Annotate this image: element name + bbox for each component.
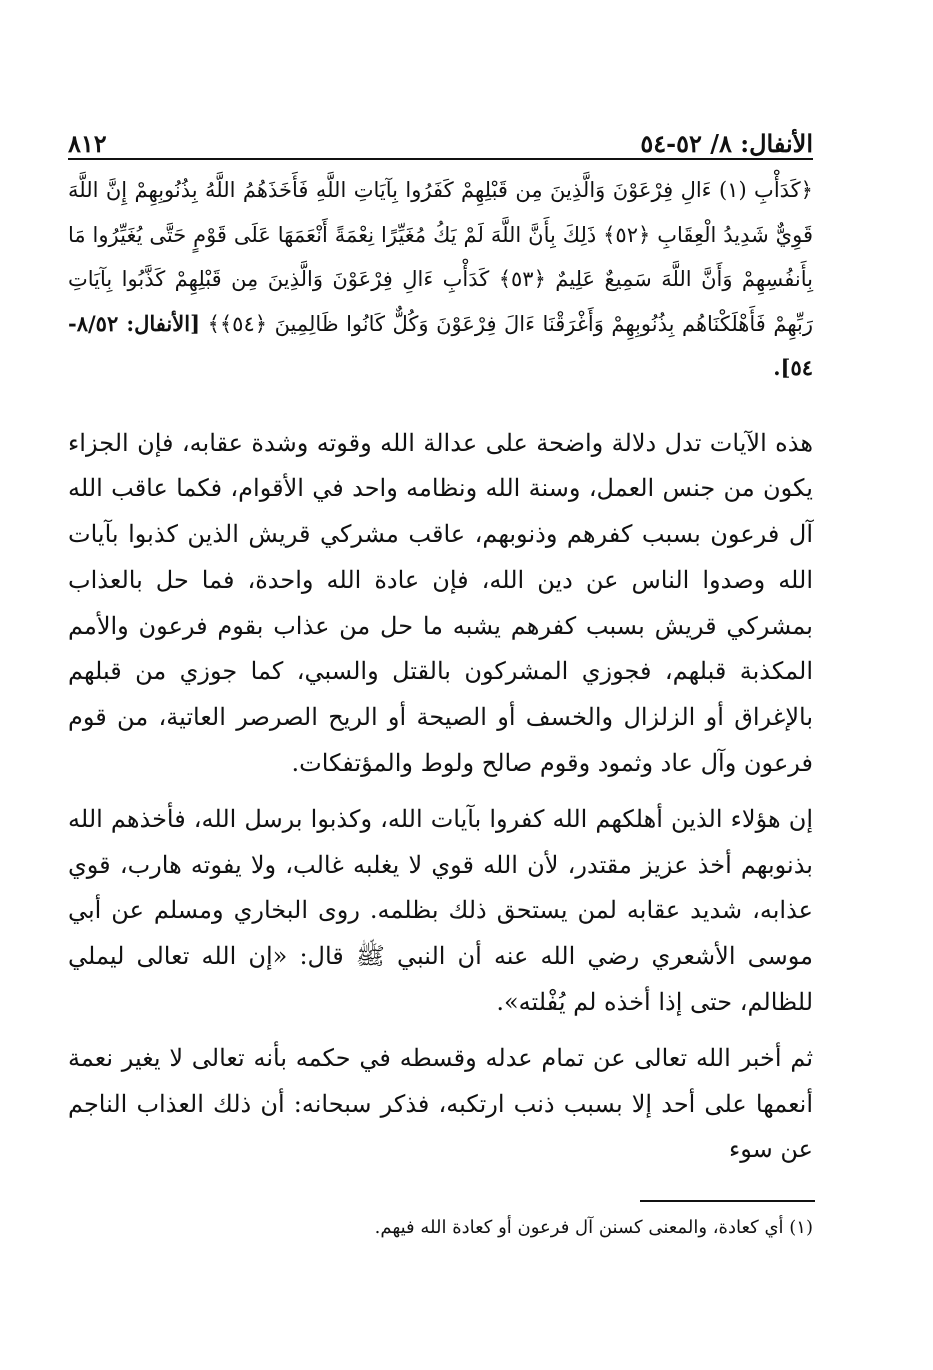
page-header xyxy=(68,118,813,158)
footnote-divider xyxy=(640,1200,815,1202)
surah-reference: الأنفال: ٨/ ٥٢-٥٤ xyxy=(640,129,813,158)
verse-citation: [الأنفال: ٨/٥٢- ٥٤]. xyxy=(68,310,813,380)
page-content xyxy=(68,168,813,1173)
page-number: ٨١٢ xyxy=(68,129,107,158)
quran-verse-text: ﴿كَدَأْبِ (١) ءَالِ فِرْعَوْنَ وَالَّذِينَ مِن قَبْلِهِمْ كَفَرُوا بِآيَاتِ اللَّهِ فَأَخَذَهُمُ اللَّهُ بِذُنُوبِهِمْ إِنَّ اللَّهَ قَوِيٌّ شَدِيدُ الْعِقَابِ ﴿٥٢﴾ ذَلِكَ بِأَنَّ اللَّهَ لَمْ يَكُ مُغَيِّرًا نِعْمَةً أَنْعَمَهَا عَلَى قَوْمٍ حَتَّى يُغَيِّرُوا مَا بِأَنفُسِهِمْ وَأَنَّ اللَّهَ سَمِيعٌ عَلِيمٌ ﴿٥٣﴾ كَدَأْبِ ءَالِ فِرْعَوْنَ وَالَّذِينَ مِن قَبْلِهِمْ كَذَّبُوا بِآيَاتِ رَبِّهِمْ فَأَهْلَكْنَاهُم بِذُنُوبِهِمْ وَأَغْرَقْنَا ءَالَ فِرْعَوْنَ وَكُلٌّ كَانُوا ظَالِمِينَ ﴿٥٤﴾﴾ xyxy=(68,178,813,336)
header-divider xyxy=(68,158,813,160)
footnote: (١) أي كعادة، والمعنى كسنن آل فرعون أو كعادة الله فيهم. xyxy=(374,1217,813,1238)
quran-verse-block xyxy=(68,168,813,391)
commentary-paragraph-3: ثم أخبر الله تعالى عن تمام عدله وقسطه في حكمه بأنه تعالى لا يغير نعمة أنعمها على أحد إلا بسبب ذنب ارتكبه، فذكر سبحانه: أن ذلك العذاب الناجم عن سوء xyxy=(68,1043,813,1164)
commentary-paragraph-2: إن هؤلاء الذين أهلكهم الله كفروا بآيات الله، وكذبوا برسل الله، فأخذهم الله بذنوبهم أخذ عزيز مقتدر، لأن الله قوي لا يغلبه غالب، ولا يفوته هارب، قوي عذابه، شديد عقابه لمن يستحق ذلك بظلمه. روى البخاري ومسلم عن أبي موسى الأشعري رضي الله عنه أن النبي ﷺ قال: «إن الله تعالى ليملي للظالم، حتى إذا أخذه لم يُفْلته». xyxy=(68,804,813,1017)
commentary-paragraph-1: هذه الآيات تدل دلالة واضحة على عدالة الله وقوته وشدة عقابه، فإن الجزاء يكون من جنس العمل، وسنة الله ونظامه واحد في الأقوام، فكما عاقب الله آل فرعون بسبب كفرهم وذنوبهم، عاقب مشركي قريش الذين كذبوا بآيات الله وصدوا الناس عن دين الله، فإن عادة الله واحدة، فما حل بالعذاب بمشركي قريش بسبب كفرهم يشبه ما حل من عذاب بقوم فرعون والأمم المكذبة قبلهم، فجوزي المشركون بالقتل والسبي، كما جوزي من قبلهم بالإغراق أو الزلزال والخسف أو الصيحة أو الريح الصرصر العاتية، من قوم فرعون وآل عاد وثمود وقوم صالح ولوط والمؤتفكات. xyxy=(68,428,813,778)
